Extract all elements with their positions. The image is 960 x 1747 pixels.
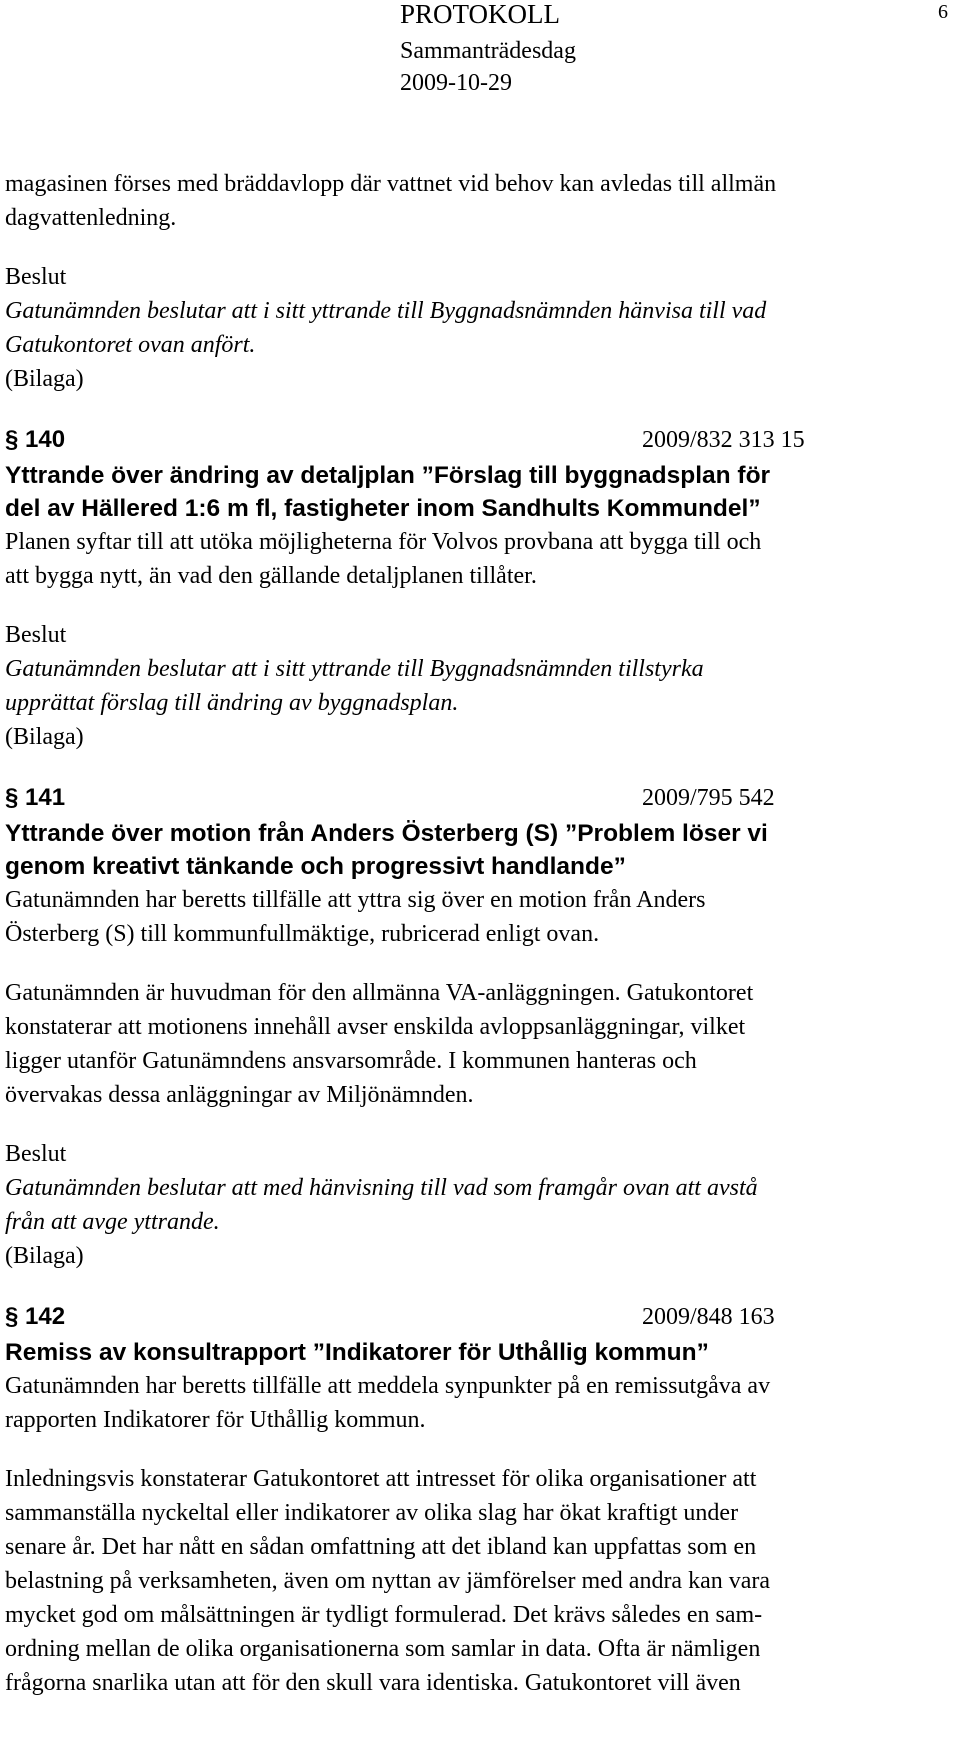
intro-beslut-text: Gatunämnden beslutar att i sitt yttrande till Byggnadsnämnden hänvisa till vad Gatukontoret ovan anfört.	[5, 298, 767, 358]
section-142	[5, 1298, 945, 1700]
page-number: 6	[938, 1, 948, 23]
document-body	[5, 167, 945, 1700]
meeting-date: 2009-10-29	[400, 70, 512, 96]
section-reference: 2009/832 313 15	[642, 427, 805, 453]
meeting-label: Sammanträdesdag	[400, 38, 576, 64]
section-beslut-label: Beslut	[5, 1141, 67, 1167]
section-title: Yttrande över ändring av detaljplan ”Förslag till byggnadsplan för del av Hällered 1:6 m fl, fastigheter inom Sandhults Kommundel”	[5, 462, 771, 522]
section-reference: 2009/795 542	[642, 785, 775, 811]
section-title: Remiss av konsultrapport ”Indikatorer för Uthållig kommun”	[5, 1339, 709, 1366]
intro-beslut-label: Beslut	[5, 264, 67, 290]
section-paragraph: Inledningsvis konstaterar Gatukontoret att intresset för olika organisationer att sammanställa nyckeltal eller indikatorer av olika slag har ökat kraftigt under senare år. Det har nått en sådan omfattning att det ibland kan uppfattas som en belastning på verksamheten, även om nyttan av jämförelser med andra kan vara mycket god om målsättningen är tydligt formulerad. Det krävs således en sam- ordning mellan de olika organisationerna som samlar in data. Ofta är nämligen frågorna snarlika utan att för den skull vara identiska. Gatukontoret vill även	[5, 1466, 771, 1696]
section-141	[5, 779, 945, 1273]
intro-paragraph: magasinen förses med bräddavlopp där vattnet vid behov kan avledas till allmän dagvattenledning.	[5, 171, 777, 231]
section-140	[5, 421, 945, 754]
section-beslut-text: Gatunämnden beslutar att i sitt yttrande till Byggnadsnämnden tillstyrka upprättat förslag till ändring av byggnadsplan.	[5, 656, 704, 716]
section-reference: 2009/848 163	[642, 1304, 775, 1330]
section-number: § 142	[5, 1303, 66, 1330]
section-header	[5, 421, 945, 459]
intro-bilaga: (Bilaga)	[5, 366, 84, 392]
section-header	[5, 1298, 945, 1336]
protocol-title: PROTOKOLL	[400, 0, 561, 29]
section-title: Yttrande över motion från Anders Österberg (S) ”Problem löser vi genom kreativt tänkande och progressivt handlande”	[5, 820, 768, 880]
section-paragraph: Planen syftar till att utöka möjligheterna för Volvos provbana att bygga till och att bygga nytt, än vad den gällande detaljplanen tillåter.	[5, 529, 762, 589]
section-beslut-label: Beslut	[5, 622, 67, 648]
section-paragraph: Gatunämnden har beretts tillfälle att yttra sig över en motion från Anders Österberg (S) till kommunfullmäktige, rubricerad enligt ovan.	[5, 887, 706, 947]
section-bilaga: (Bilaga)	[5, 724, 84, 750]
section-number: § 141	[5, 784, 66, 811]
section-paragraph: Gatunämnden har beretts tillfälle att meddela synpunkter på en remissutgåva av rapporten Indikatorer för Uthållig kommun.	[5, 1373, 771, 1433]
section-header	[5, 779, 945, 817]
section-paragraph: Gatunämnden är huvudman för den allmänna VA-anläggningen. Gatukontoret konstaterar att motionens innehåll avser enskilda avloppsanläggningar, vilket ligger utanför Gatunämndens ansvarsområde. I kommunen hanteras och övervakas dessa anläggningar av Miljönämnden.	[5, 980, 754, 1108]
section-bilaga: (Bilaga)	[5, 1243, 84, 1269]
page-header	[0, 0, 960, 110]
section-number: § 140	[5, 426, 66, 453]
section-beslut-text: Gatunämnden beslutar att med hänvisning till vad som framgår ovan att avstå från att avge yttrande.	[5, 1175, 758, 1235]
